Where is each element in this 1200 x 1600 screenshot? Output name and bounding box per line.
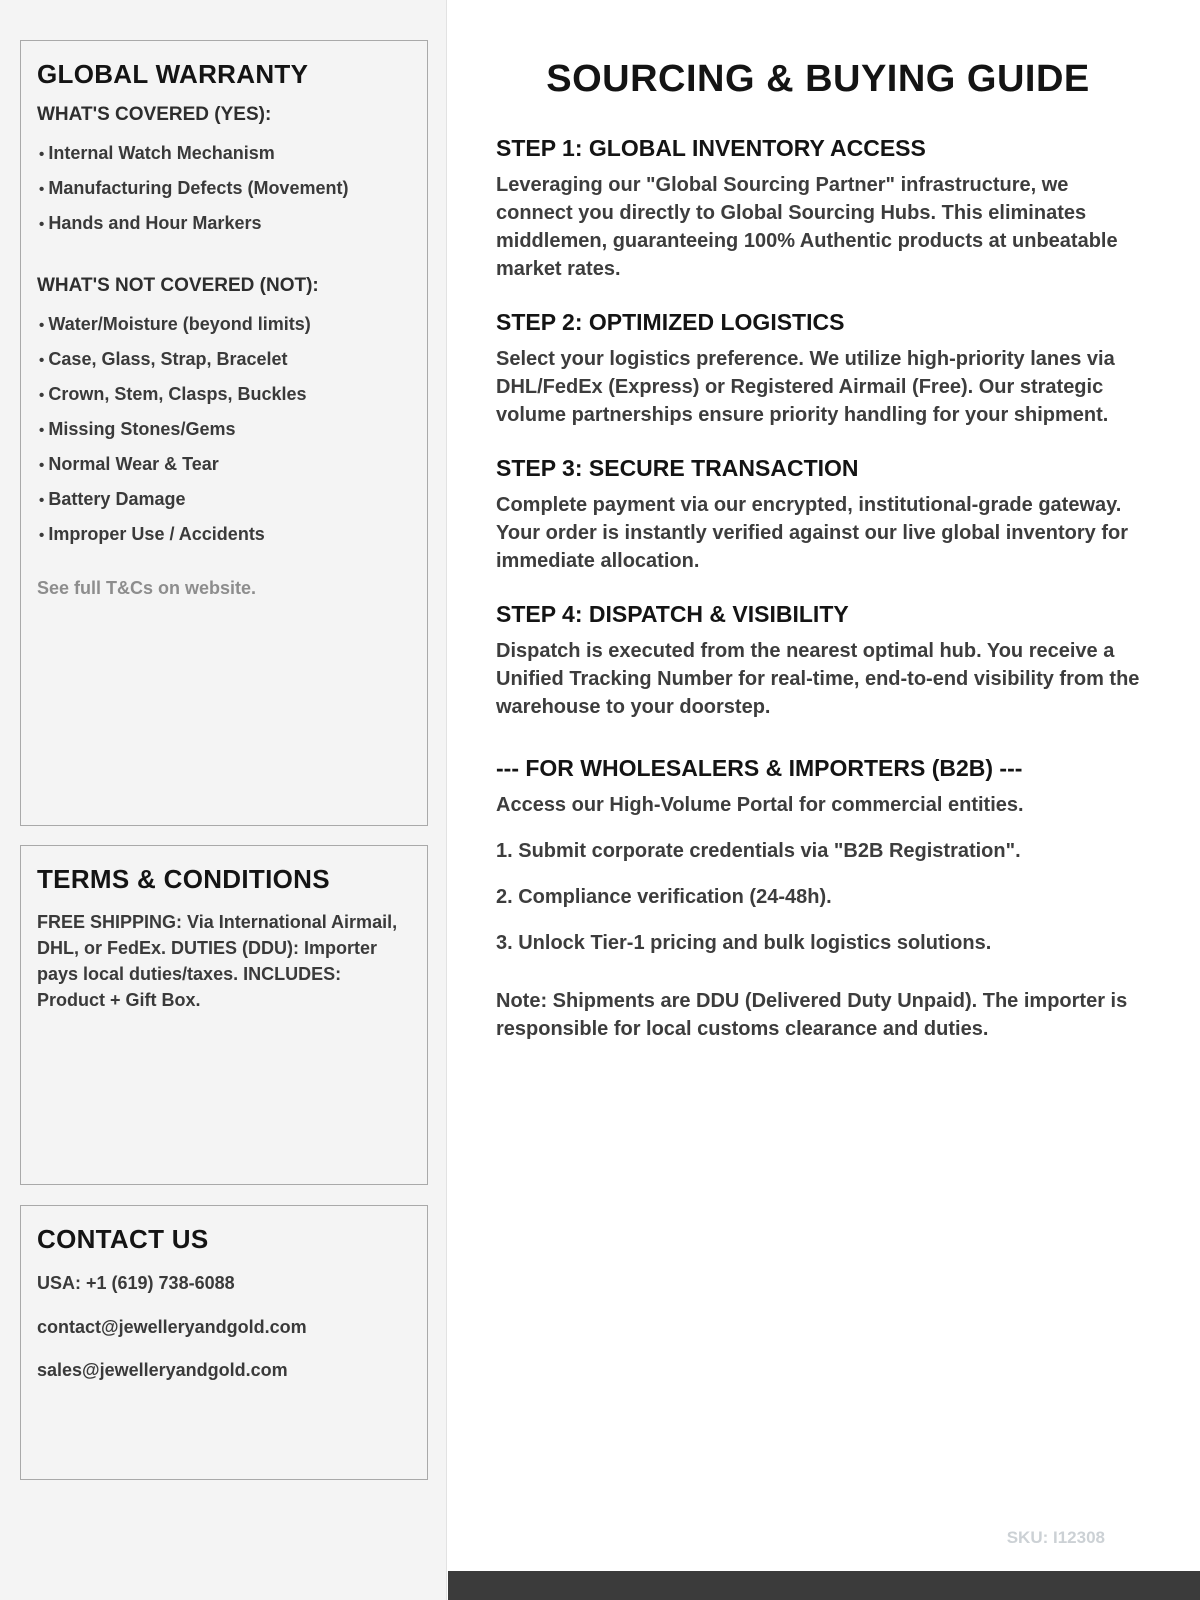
terms-body: FREE SHIPPING: Via International Airmail, DHL, or FedEx. DUTIES (DDU): Importer pays local duties/taxes. INCLUDES: Product + Gift Box. — [37, 912, 398, 1011]
b2b-item-3: 3. Unlock Tier-1 pricing and bulk logistics solutions. — [496, 932, 992, 954]
list-item: • Improper Use / Accidents — [37, 517, 411, 552]
step-3-body: Complete payment via our encrypted, institutional-grade gateway. Your order is instantly verified against our live global inventory for immediate allocation. — [496, 494, 1128, 572]
warranty-title: GLOBAL WARRANTY — [37, 59, 309, 89]
step-1-heading: STEP 1: GLOBAL INVENTORY ACCESS — [496, 135, 926, 161]
sidebar — [0, 0, 447, 1600]
main-content — [448, 0, 1200, 1061]
b2b-section — [496, 755, 1140, 1043]
global-warranty-box — [20, 40, 428, 826]
contact-email-primary: contact@jewelleryandgold.com — [37, 1316, 307, 1337]
b2b-intro: Access our High-Volume Portal for commercial entities. — [496, 794, 1024, 816]
terms-box — [20, 845, 428, 1185]
contact-title: CONTACT US — [37, 1224, 209, 1254]
list-item: • Internal Watch Mechanism — [37, 136, 411, 171]
step-4-heading: STEP 4: DISPATCH & VISIBILITY — [496, 601, 849, 627]
step-4-body: Dispatch is executed from the nearest optimal hub. You receive a Unified Tracking Number for real-time, end-to-end visibility from the warehouse to your doorstep. — [496, 640, 1140, 718]
bottom-bar — [448, 1571, 1200, 1600]
step-3-section — [496, 455, 1140, 575]
b2b-item-2: 2. Compliance verification (24-48h). — [496, 886, 832, 908]
contact-box — [20, 1205, 428, 1480]
b2b-note: Note: Shipments are DDU (Delivered Duty Unpaid). The importer is responsible for local customs clearance and duties. — [496, 990, 1128, 1040]
not-covered-heading: WHAT'S NOT COVERED (NOT): — [37, 275, 319, 296]
page-title: SOURCING & BUYING GUIDE — [546, 58, 1090, 100]
list-item: • Crown, Stem, Clasps, Buckles — [37, 377, 411, 412]
covered-list — [37, 136, 411, 241]
list-item: • Missing Stones/Gems — [37, 412, 411, 447]
step-2-section — [496, 309, 1140, 429]
contact-email-sales: sales@jewelleryandgold.com — [37, 1360, 288, 1381]
list-item: • Hands and Hour Markers — [37, 206, 411, 241]
list-item: • Battery Damage — [37, 482, 411, 517]
contact-phone: USA: +1 (619) 738-6088 — [37, 1273, 235, 1293]
step-2-heading: STEP 2: OPTIMIZED LOGISTICS — [496, 309, 845, 335]
step-4-section — [496, 601, 1140, 721]
list-item: • Case, Glass, Strap, Bracelet — [37, 342, 411, 377]
sku-label: SKU: I12308 — [1006, 1528, 1105, 1547]
list-item: • Manufacturing Defects (Movement) — [37, 171, 411, 206]
list-item: • Water/Moisture (beyond limits) — [37, 307, 411, 342]
step-3-heading: STEP 3: SECURE TRANSACTION — [496, 455, 859, 481]
step-1-section — [496, 135, 1140, 283]
not-covered-list — [37, 307, 411, 552]
step-2-body: Select your logistics preference. We utilize high-priority lanes via DHL/FedEx (Express) or Registered Airmail (Free). Our strategic volume partnerships ensure priority handling for your shipment. — [496, 348, 1115, 426]
warranty-footnote: See full T&Cs on website. — [37, 578, 257, 598]
b2b-heading: --- FOR WHOLESALERS & IMPORTERS (B2B) --- — [496, 755, 1023, 781]
list-item: • Normal Wear & Tear — [37, 447, 411, 482]
b2b-item-1: 1. Submit corporate credentials via "B2B Registration". — [496, 840, 1021, 862]
step-1-body: Leveraging our "Global Sourcing Partner" infrastructure, we connect you directly to Global Sourcing Hubs. This eliminates middlemen, guaranteeing 100% Authentic products at unbeatable market rates. — [496, 174, 1118, 280]
covered-heading: WHAT'S COVERED (YES): — [37, 104, 272, 125]
terms-title: TERMS & CONDITIONS — [37, 864, 330, 894]
